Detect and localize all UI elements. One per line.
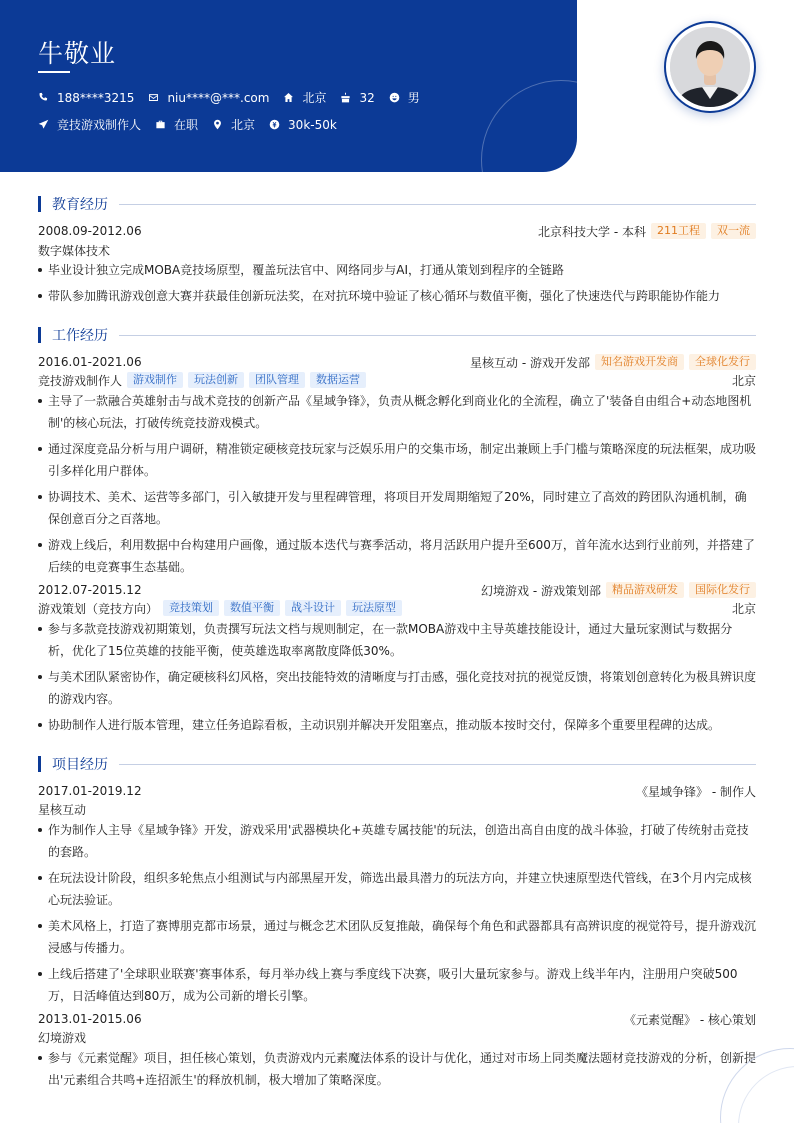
job-city: 北京 [731, 373, 756, 388]
map-pin-icon [212, 119, 223, 130]
project-date: 2013.01-2015.06 [38, 1012, 142, 1026]
coin-icon [269, 119, 280, 130]
school-tag: 双一流 [711, 223, 756, 239]
job-role-row [38, 371, 756, 389]
phone-icon [38, 92, 49, 103]
phone-item [38, 91, 134, 105]
company-name: 星核互动 - 游戏开发部 [470, 355, 590, 370]
salary-item [269, 118, 337, 132]
project-name-role: 《元素觉醒》 - 核心策划 [624, 1012, 756, 1027]
contact-row [38, 89, 434, 106]
list-item: 参与多款竞技游戏初期策划，负责撰写玩法文档与规则制定，在一款MOBA游戏中主导英雄技能设计，通过大量玩家测试与数据分析，优化了15位英雄的技能平衡，使英雄选取率离散度降低30%。 [38, 618, 756, 662]
project-bullets [38, 1047, 756, 1095]
list-item: 主导了一款融合英雄射击与战术竞技的创新产品《星域争锋》，负责从概念孵化到商业化的全流程，确立了'装备自由组合+动态地图机制'的核心玩法，打破传统竞技游戏模式。 [38, 390, 756, 434]
job-bullets [38, 390, 756, 582]
list-item: 参与《元素觉醒》项目，担任核心策划，负责游戏内元素魔法体系的设计与优化，通过对市场上同类魔法题材竞技游戏的分析，创新提出'元素组合共鸣+连招派生'的释放机制，极大增加了策略深度。 [38, 1047, 756, 1091]
status-item [155, 116, 198, 133]
job-header-row [38, 581, 756, 599]
education-header-row [38, 222, 756, 240]
list-item: 协调技术、美术、运营等多部门，引入敏捷开发与里程碑管理，将项目开发周期缩短了20%，同时建立了高效的跨团队沟通机制，确保创意百分之百落地。 [38, 486, 756, 530]
job-date: 2016.01-2021.06 [38, 355, 142, 369]
job-header-row [38, 353, 756, 371]
avatar-frame [664, 21, 756, 113]
job-bullets [38, 618, 756, 740]
age-text: 32 [359, 90, 375, 105]
target-city-item [212, 116, 255, 133]
cake-icon [340, 92, 351, 103]
company-tag: 国际化发行 [689, 582, 756, 598]
project-bullets [38, 819, 756, 1011]
face-icon [389, 92, 400, 103]
education-date: 2008.09-2012.06 [38, 224, 142, 238]
home-icon [283, 92, 294, 103]
phone-text: 188****3215 [57, 90, 135, 105]
project-org-row [38, 800, 756, 818]
project-org: 星核互动 [38, 802, 87, 817]
section-marker [38, 196, 41, 212]
portrait-icon [670, 27, 750, 107]
job-city: 北京 [731, 601, 756, 616]
section-divider [119, 204, 756, 205]
send-icon [38, 119, 49, 130]
project-name-role: 《星域争锋》 - 制作人 [636, 784, 756, 799]
skill-tag: 战斗设计 [285, 600, 341, 616]
section-label: 工作经历 [52, 328, 108, 344]
list-item: 带队参加腾讯游戏创意大赛并获最佳创新玩法奖，在对抗环境中验证了核心循环与数值平衡，强化了快速迭代与跨职能协作能力 [38, 285, 756, 307]
gender-text: 男 [407, 91, 420, 105]
email-text: niu****@***.com [167, 90, 270, 105]
company-tag: 全球化发行 [689, 354, 756, 370]
section-marker [38, 756, 41, 772]
target-city-text: 北京 [231, 118, 256, 132]
header-banner [0, 0, 577, 172]
education-major-row [38, 241, 756, 259]
name-underline [38, 71, 70, 73]
company-name: 幻境游戏 - 游戏策划部 [481, 583, 601, 598]
school-name: 北京科技大学 - 本科 [538, 224, 646, 239]
school-tag: 211工程 [651, 223, 706, 239]
mail-icon [148, 92, 159, 103]
email-item [148, 91, 269, 105]
section-divider [119, 335, 756, 336]
list-item: 作为制作人主导《星域争锋》开发，游戏采用'武器模块化+英雄专属技能'的玩法，创造出高自由度的战斗体验，打破了传统射击竞技的套路。 [38, 819, 756, 863]
major: 数字媒体技术 [38, 243, 111, 258]
location-text: 北京 [302, 91, 327, 105]
section-divider [119, 764, 756, 765]
skill-tag: 数值平衡 [224, 600, 280, 616]
skill-tag: 团队管理 [249, 372, 305, 388]
list-item: 与美术团队紧密协作，确定硬核科幻风格，突出技能特效的清晰度与打击感，强化竞技对抗的视觉反馈，将策划创意转化为极具辨识度的游戏内容。 [38, 666, 756, 710]
list-item: 协助制作人进行版本管理，建立任务追踪看板，主动识别并解决开发阻塞点，推动版本按时交付，保障多个重要里程碑的达成。 [38, 714, 756, 736]
education-bullets [38, 259, 756, 311]
list-item: 毕业设计独立完成MOBA竞技场原型，覆盖玩法官中、网络同步与AI，打通从策划到程序的全链路 [38, 259, 756, 281]
candidate-name: 牛敬业 [38, 39, 117, 68]
section-label: 教育经历 [52, 197, 108, 213]
skill-tag: 竞技策划 [163, 600, 219, 616]
company-tag: 知名游戏开发商 [595, 354, 684, 370]
avatar [670, 27, 750, 107]
list-item: 上线后搭建了'全球职业联赛'赛事体系，每月举办线上赛与季度线下决赛，吸引大量玩家参与。游戏上线半年内，注册用户突破500万，日活峰值达到80万，成为公司新的增长引擎。 [38, 963, 756, 1007]
project-org-row [38, 1028, 756, 1046]
list-item: 美术风格上，打造了赛博朋克都市场景，通过与概念艺术团队反复推敲，确保每个角色和武器都具有高辨识度的视觉符号，提升游戏沉浸感与传播力。 [38, 915, 756, 959]
list-item: 游戏上线后，利用数据中台构建用户画像，通过版本迭代与赛季活动，将月活跃用户提升至600万，首年流水达到行业前列，并搭建了后续的电竞赛事生态基础。 [38, 534, 756, 578]
age-item [340, 91, 374, 105]
section-label: 项目经历 [52, 757, 108, 773]
job-role: 游戏策划（竞技方向） [38, 601, 159, 616]
skill-tag: 玩法原型 [346, 600, 402, 616]
work-section-title [38, 326, 756, 344]
projects-section-title [38, 755, 756, 773]
job-intent-row [38, 116, 351, 133]
project-org: 幻境游戏 [38, 1030, 87, 1045]
education-section-title [38, 195, 756, 213]
job-role-row [38, 599, 756, 617]
list-item: 在玩法设计阶段，组织多轮焦点小组测试与内部黑屋开发，筛选出最具潜力的玩法方向，并建立快速原型迭代管线，在3个月内完成核心玩法验证。 [38, 867, 756, 911]
section-marker [38, 327, 41, 343]
gender-item [389, 89, 420, 106]
list-item: 通过深度竞品分析与用户调研，精准锁定硬核竞技玩家与泛娱乐用户的交集市场，制定出兼顾上手门槛与策略深度的玩法框架，成功吸引多样化用户群体。 [38, 438, 756, 482]
project-header-row [38, 1010, 756, 1028]
target-role-text: 竞技游戏制作人 [57, 118, 142, 132]
briefcase-icon [155, 119, 166, 130]
target-role-item [38, 116, 141, 133]
skill-tag: 数据运营 [310, 372, 366, 388]
salary-text: 30k-50k [288, 117, 337, 132]
status-text: 在职 [174, 118, 199, 132]
company-tag: 精品游戏研发 [606, 582, 684, 598]
skill-tag: 游戏制作 [127, 372, 183, 388]
project-header-row [38, 782, 756, 800]
skill-tag: 玩法创新 [188, 372, 244, 388]
job-role: 竞技游戏制作人 [38, 373, 123, 388]
job-date: 2012.07-2015.12 [38, 583, 142, 597]
location-item [283, 89, 326, 106]
project-date: 2017.01-2019.12 [38, 784, 142, 798]
decorative-arc [481, 80, 577, 172]
